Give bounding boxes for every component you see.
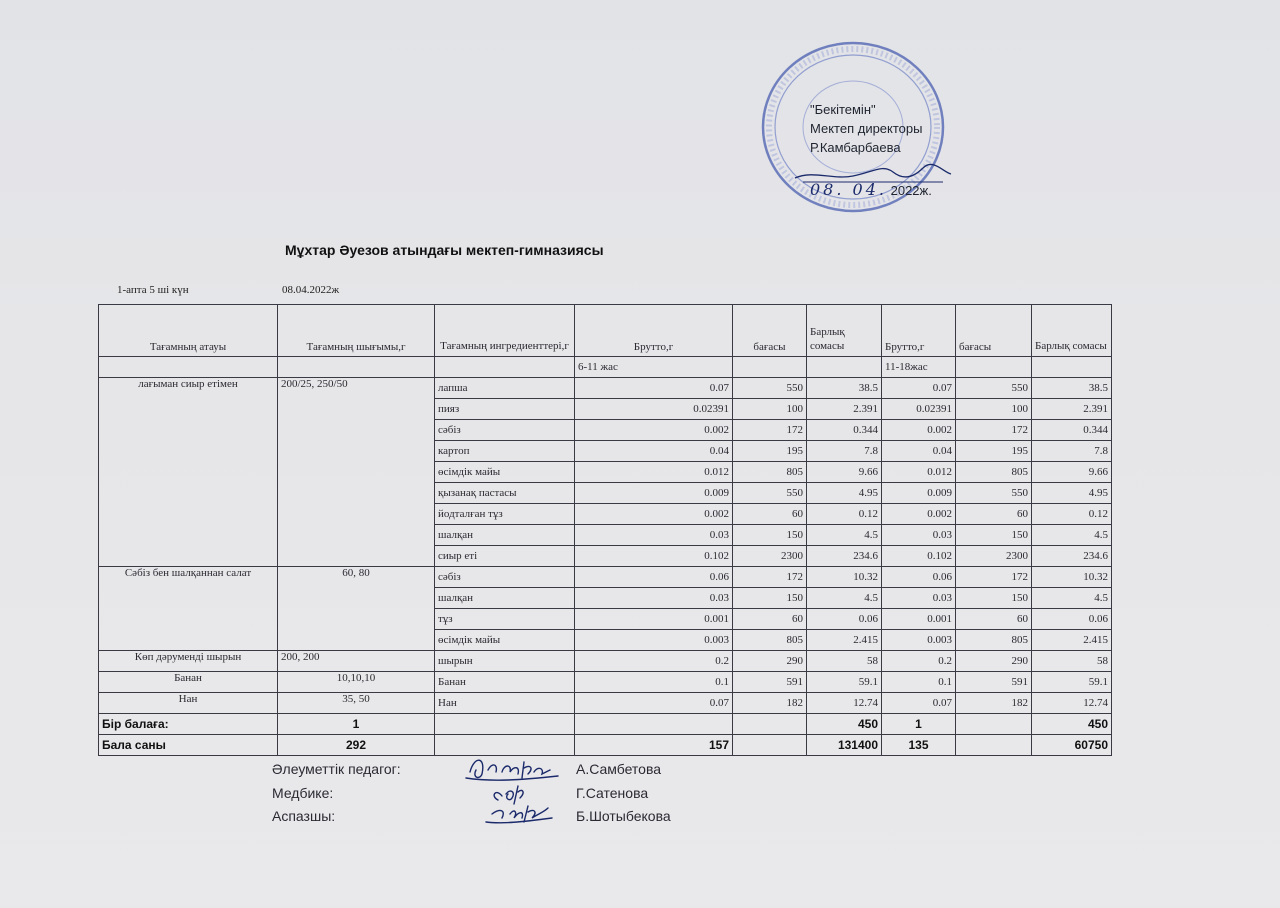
children-count: 292 xyxy=(278,735,435,756)
approval-line-3: Р.Камбарбаева xyxy=(810,140,901,155)
price-1: 805 xyxy=(733,462,807,483)
brutto-1: 0.001 xyxy=(575,609,733,630)
total-1: 0.06 xyxy=(807,609,882,630)
price-1: 591 xyxy=(733,672,807,693)
brutto-1: 0.012 xyxy=(575,462,733,483)
brutto-2: 0.02391 xyxy=(882,399,956,420)
price-2: 550 xyxy=(956,483,1032,504)
header-total-2: Барлық сомасы xyxy=(1032,305,1112,357)
total-1: 0.344 xyxy=(807,420,882,441)
per-child-total-2: 450 xyxy=(1032,714,1112,735)
price-1: 150 xyxy=(733,588,807,609)
ingredient-name: Нан xyxy=(435,693,575,714)
header-price-1: бағасы xyxy=(733,305,807,357)
ingredient-row xyxy=(99,672,1112,693)
brutto-1: 0.06 xyxy=(575,567,733,588)
brutto-2: 0.04 xyxy=(882,441,956,462)
signer-role-2: Медбике: xyxy=(272,785,334,801)
total-1: 58 xyxy=(807,651,882,672)
brutto-2: 0.009 xyxy=(882,483,956,504)
ingredient-name: пияз xyxy=(435,399,575,420)
brutto-2: 0.06 xyxy=(882,567,956,588)
menu-date: 08.04.2022ж xyxy=(282,284,340,296)
dish-name: Сәбіз бен шалқаннан салат xyxy=(99,567,278,651)
age-group-1: 6-11 жас xyxy=(575,357,733,378)
brutto-2: 0.1 xyxy=(882,672,956,693)
price-2: 290 xyxy=(956,651,1032,672)
brutto-1: 0.1 xyxy=(575,672,733,693)
brutto-1: 0.02391 xyxy=(575,399,733,420)
total-1: 7.8 xyxy=(807,441,882,462)
ingredient-name: сәбіз xyxy=(435,567,575,588)
page-title: Мұхтар Әуезов атындағы мектеп-гимназиясы xyxy=(285,242,604,258)
total-2: 7.8 xyxy=(1032,441,1112,462)
total-2: 234.6 xyxy=(1032,546,1112,567)
header-ingredients: Тағамның ингредиенттері,г xyxy=(435,305,575,357)
total-2: 10.32 xyxy=(1032,567,1112,588)
ingredient-name: лапша xyxy=(435,378,575,399)
dish-name: Нан xyxy=(99,693,278,714)
price-2: 195 xyxy=(956,441,1032,462)
ingredient-name: қызанақ пастасы xyxy=(435,483,575,504)
price-1: 182 xyxy=(733,693,807,714)
price-2: 182 xyxy=(956,693,1032,714)
dish-output: 60, 80 xyxy=(278,567,435,651)
brutto-2: 0.002 xyxy=(882,420,956,441)
dish-name: Банан xyxy=(99,672,278,693)
children-label: Бала саны xyxy=(99,735,278,756)
dish-name: Көп дәрумендi шырын xyxy=(99,651,278,672)
header-brutto-2: Брутто,г xyxy=(882,305,956,357)
total-2: 0.06 xyxy=(1032,609,1112,630)
price-2: 172 xyxy=(956,420,1032,441)
signer-role-1: Әлеуметтік педагог: xyxy=(272,761,401,777)
age-group-2: 11-18жас xyxy=(882,357,956,378)
total-1: 234.6 xyxy=(807,546,882,567)
ingredient-name: Банан xyxy=(435,672,575,693)
per-child-brutto-2: 1 xyxy=(882,714,956,735)
total-1: 4.5 xyxy=(807,525,882,546)
ingredient-name: шырын xyxy=(435,651,575,672)
brutto-1: 0.102 xyxy=(575,546,733,567)
total-1: 4.5 xyxy=(807,588,882,609)
menu-table xyxy=(98,304,1112,756)
ingredient-row xyxy=(99,378,1112,399)
total-2: 2.391 xyxy=(1032,399,1112,420)
brutto-1: 0.04 xyxy=(575,441,733,462)
price-1: 100 xyxy=(733,399,807,420)
brutto-2: 0.07 xyxy=(882,378,956,399)
total-2: 38.5 xyxy=(1032,378,1112,399)
handwritten-signatures xyxy=(462,752,566,832)
total-1: 59.1 xyxy=(807,672,882,693)
ingredient-name: тұз xyxy=(435,609,575,630)
ingredient-name: сәбіз xyxy=(435,420,575,441)
total-1: 0.12 xyxy=(807,504,882,525)
brutto-2: 0.102 xyxy=(882,546,956,567)
total-1: 9.66 xyxy=(807,462,882,483)
dish-output: 10,10,10 xyxy=(278,672,435,693)
price-1: 290 xyxy=(733,651,807,672)
brutto-1: 0.07 xyxy=(575,378,733,399)
per-child-total-1: 450 xyxy=(807,714,882,735)
children-count-1: 157 xyxy=(575,735,733,756)
signer-name-3: Б.Шотыбекова xyxy=(576,808,671,824)
ingredient-name: өсімдік майы xyxy=(435,462,575,483)
price-2: 60 xyxy=(956,609,1032,630)
brutto-2: 0.07 xyxy=(882,693,956,714)
approval-date-hand: 08. 04. xyxy=(810,180,887,199)
week-day: 1-апта 5 ші күн xyxy=(117,284,189,296)
total-1: 12.74 xyxy=(807,693,882,714)
dish-name: лағыман сиыр етімен xyxy=(99,378,278,567)
children-total-1: 131400 xyxy=(807,735,882,756)
brutto-2: 0.03 xyxy=(882,525,956,546)
total-2: 4.5 xyxy=(1032,525,1112,546)
total-1: 38.5 xyxy=(807,378,882,399)
menu-body xyxy=(99,378,1112,714)
price-1: 805 xyxy=(733,630,807,651)
total-1: 2.391 xyxy=(807,399,882,420)
ingredient-name: шалқан xyxy=(435,588,575,609)
total-2: 58 xyxy=(1032,651,1112,672)
header-brutto-1: Брутто,г xyxy=(575,305,733,357)
price-2: 591 xyxy=(956,672,1032,693)
total-2: 59.1 xyxy=(1032,672,1112,693)
signer-role-3: Аспазшы: xyxy=(272,808,336,824)
total-2: 9.66 xyxy=(1032,462,1112,483)
ingredient-name: картоп xyxy=(435,441,575,462)
director-signature xyxy=(793,158,953,192)
price-2: 2300 xyxy=(956,546,1032,567)
brutto-2: 0.03 xyxy=(882,588,956,609)
ingredient-row xyxy=(99,693,1112,714)
age-row xyxy=(99,357,1112,378)
price-1: 550 xyxy=(733,483,807,504)
dish-output: 200/25, 250/50 xyxy=(278,378,435,567)
ingredient-name: сиыр еті xyxy=(435,546,575,567)
brutto-1: 0.03 xyxy=(575,588,733,609)
approval-line-2: Мектеп директоры xyxy=(810,121,923,136)
brutto-1: 0.002 xyxy=(575,420,733,441)
total-2: 2.415 xyxy=(1032,630,1112,651)
price-2: 550 xyxy=(956,378,1032,399)
approval-line-1: "Бекітемін" xyxy=(810,102,876,117)
signer-name-1: А.Самбетова xyxy=(576,761,662,777)
per-child-row xyxy=(99,714,1112,735)
children-total-2: 60750 xyxy=(1032,735,1112,756)
brutto-2: 0.2 xyxy=(882,651,956,672)
brutto-1: 0.009 xyxy=(575,483,733,504)
brutto-2: 0.001 xyxy=(882,609,956,630)
total-1: 2.415 xyxy=(807,630,882,651)
brutto-2: 0.003 xyxy=(882,630,956,651)
price-1: 195 xyxy=(733,441,807,462)
header-row xyxy=(99,305,1112,357)
brutto-1: 0.2 xyxy=(575,651,733,672)
total-2: 12.74 xyxy=(1032,693,1112,714)
price-2: 100 xyxy=(956,399,1032,420)
brutto-1: 0.07 xyxy=(575,693,733,714)
price-2: 805 xyxy=(956,462,1032,483)
ingredient-row xyxy=(99,651,1112,672)
ingredient-row xyxy=(99,567,1112,588)
total-1: 10.32 xyxy=(807,567,882,588)
price-2: 172 xyxy=(956,567,1032,588)
total-2: 0.12 xyxy=(1032,504,1112,525)
price-1: 172 xyxy=(733,567,807,588)
price-1: 2300 xyxy=(733,546,807,567)
ingredient-name: шалқан xyxy=(435,525,575,546)
brutto-1: 0.002 xyxy=(575,504,733,525)
price-1: 150 xyxy=(733,525,807,546)
price-2: 150 xyxy=(956,588,1032,609)
per-child-output: 1 xyxy=(278,714,435,735)
header-name: Тағамның атауы xyxy=(99,305,278,357)
header-total-1: Барлық сомасы xyxy=(807,305,882,357)
approval-block xyxy=(810,100,932,199)
total-1: 4.95 xyxy=(807,483,882,504)
ingredient-name: өсімдік майы xyxy=(435,630,575,651)
total-2: 4.95 xyxy=(1032,483,1112,504)
children-count-2: 135 xyxy=(882,735,956,756)
total-2: 0.344 xyxy=(1032,420,1112,441)
dish-output: 35, 50 xyxy=(278,693,435,714)
price-2: 150 xyxy=(956,525,1032,546)
signer-name-2: Г.Сатенова xyxy=(576,785,649,801)
brutto-1: 0.003 xyxy=(575,630,733,651)
brutto-2: 0.002 xyxy=(882,504,956,525)
price-2: 60 xyxy=(956,504,1032,525)
per-child-label: Бір балаға: xyxy=(99,714,278,735)
price-1: 60 xyxy=(733,609,807,630)
price-2: 805 xyxy=(956,630,1032,651)
price-1: 172 xyxy=(733,420,807,441)
brutto-1: 0.03 xyxy=(575,525,733,546)
approval-date-year: 2022ж. xyxy=(890,183,932,198)
children-count-row xyxy=(99,735,1112,756)
ingredient-name: йодталған тұз xyxy=(435,504,575,525)
total-2: 4.5 xyxy=(1032,588,1112,609)
header-output: Тағамның шығымы,г xyxy=(278,305,435,357)
header-price-2: бағасы xyxy=(956,305,1032,357)
price-1: 550 xyxy=(733,378,807,399)
price-1: 60 xyxy=(733,504,807,525)
dish-output: 200, 200 xyxy=(278,651,435,672)
brutto-2: 0.012 xyxy=(882,462,956,483)
